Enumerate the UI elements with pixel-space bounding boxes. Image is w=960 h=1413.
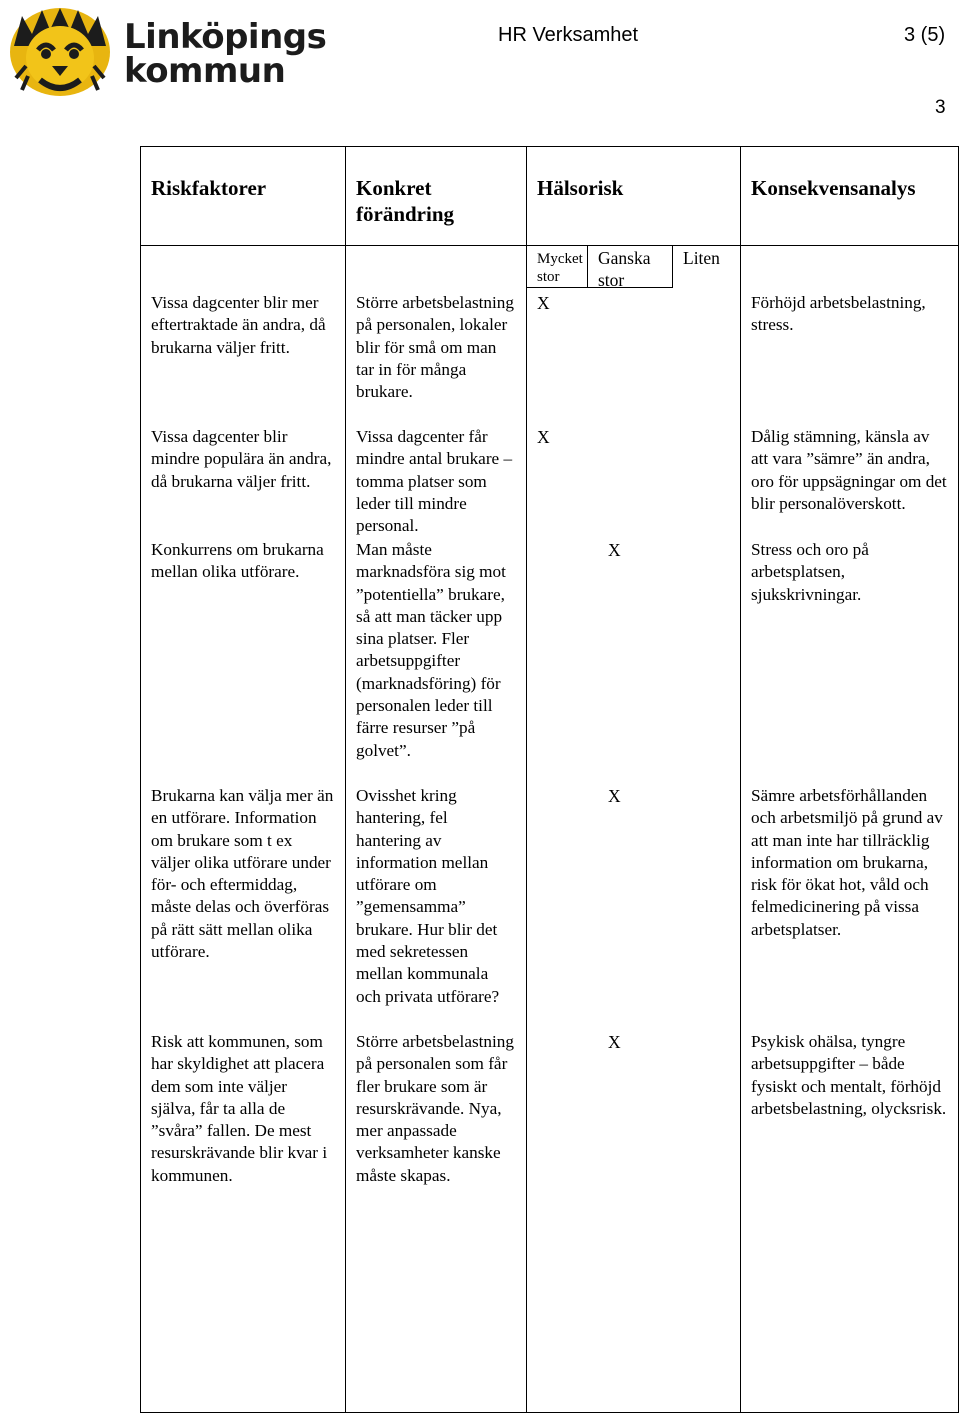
logo-wordmark	[124, 17, 327, 91]
forandring-2: Vissa dagcenter får mindre antal brukare – tomma platser som leder till mindre personal.	[356, 427, 513, 536]
level-header-mycket-stor: Mycket stor	[527, 246, 588, 288]
risk-mark-row-5: X	[608, 1032, 621, 1052]
header-row	[141, 147, 959, 246]
risk-table	[140, 146, 959, 1413]
column-header-konkret-forandring: Konkret förändring	[346, 147, 527, 246]
column-header-halsorisk: Hälsorisk	[527, 147, 741, 246]
column-header-konsekvensanalys: Konsekvensanalys	[741, 147, 959, 246]
riskfaktor-3: Konkurrens om brukarna mellan olika utförare.	[151, 540, 324, 582]
level-header-liten: Liten	[683, 248, 720, 268]
body-row	[141, 246, 959, 1413]
forandring-5: Större arbetsbelastning på personalen som får fler brukare som är resurskrävande. Nya, mer anpassade verksamheter kanske måste skapas.	[356, 1032, 514, 1185]
forandring-4: Ovisshet kring hantering, fel hantering av information mellan utförare om ”gemensamma” brukare. Hur blir det med sekretessen mellan kommunala och privata utförare?	[356, 786, 500, 1006]
column-header-riskfaktorer: Riskfaktorer	[141, 147, 346, 246]
linkoping-logo	[8, 6, 338, 98]
level-header-ganska-stor: Ganska stor	[588, 246, 673, 288]
forandring-column	[346, 246, 527, 1413]
riskfaktor-1: Vissa dagcenter blir mer eftertraktade än andra, då brukarna väljer fritt.	[151, 293, 326, 357]
risk-mark-row-3: X	[608, 540, 621, 560]
konsekvens-4: Sämre arbetsförhållanden och arbetsmiljö på grund av att man inte har tillräcklig information om brukarna, risk för ökat hot, våld och felmedicinering på vissa arbetsplatser.	[751, 786, 943, 939]
risk-mark-row-4: X	[608, 786, 621, 806]
konsekvens-2: Dålig stämning, känsla av att vara ”sämre” än andra, oro för uppsägningar om det blir personalöverskott.	[751, 427, 947, 513]
page-indicator: 3 (5)	[904, 24, 946, 46]
document-title: HR Verksamhet	[498, 24, 639, 46]
risk-mark-row-1: X	[537, 293, 550, 313]
riskfaktor-5: Risk att kommunen, som har skyldighet att placera dem som inte väljer själva, får ta alla de ”svåra” fallen. De mest resurskrävande blir kvar i kommunen.	[151, 1032, 328, 1185]
halsorisk-column	[527, 246, 741, 1413]
logo-line-2: kommun	[124, 51, 286, 91]
konsekvens-3: Stress och oro på arbetsplatsen, sjukskrivningar.	[751, 540, 869, 604]
page-number: 3	[935, 97, 946, 118]
risk-level-subheader	[527, 246, 740, 292]
logo-line-1: Linköpings	[124, 17, 327, 57]
riskfaktor-2: Vissa dagcenter blir mindre populära än andra, då brukarna väljer fritt.	[151, 427, 332, 491]
forandring-3: Man måste marknadsföra sig mot ”potentiella” brukare, så att man täcker upp sina platser. Fler arbetsuppgifter (marknadsföring) för personalen leder till färre resurser ”på golvet”.	[356, 540, 506, 760]
riskfaktor-4: Brukarna kan välja mer än en utförare. Information om brukare som t ex väljer olika utförare under för- och eftermiddag, måste delas och överföras på rätt sätt mellan olika utförare.	[151, 786, 334, 962]
risk-mark-row-2: X	[537, 427, 550, 447]
riskfaktorer-column	[141, 246, 346, 1413]
konsekvens-column	[741, 246, 959, 1413]
forandring-1: Större arbetsbelastning på personalen, lokaler blir för små om man tar in för många brukare.	[356, 293, 514, 402]
konsekvens-1: Förhöjd arbetsbelastning, stress.	[751, 293, 926, 335]
konsekvens-5: Psykisk ohälsa, tyngre arbetsuppgifter – både fysiskt och mentalt, förhöjd arbetsbelastning, olycksrisk.	[751, 1032, 947, 1118]
lion-emblem-icon	[8, 6, 112, 98]
